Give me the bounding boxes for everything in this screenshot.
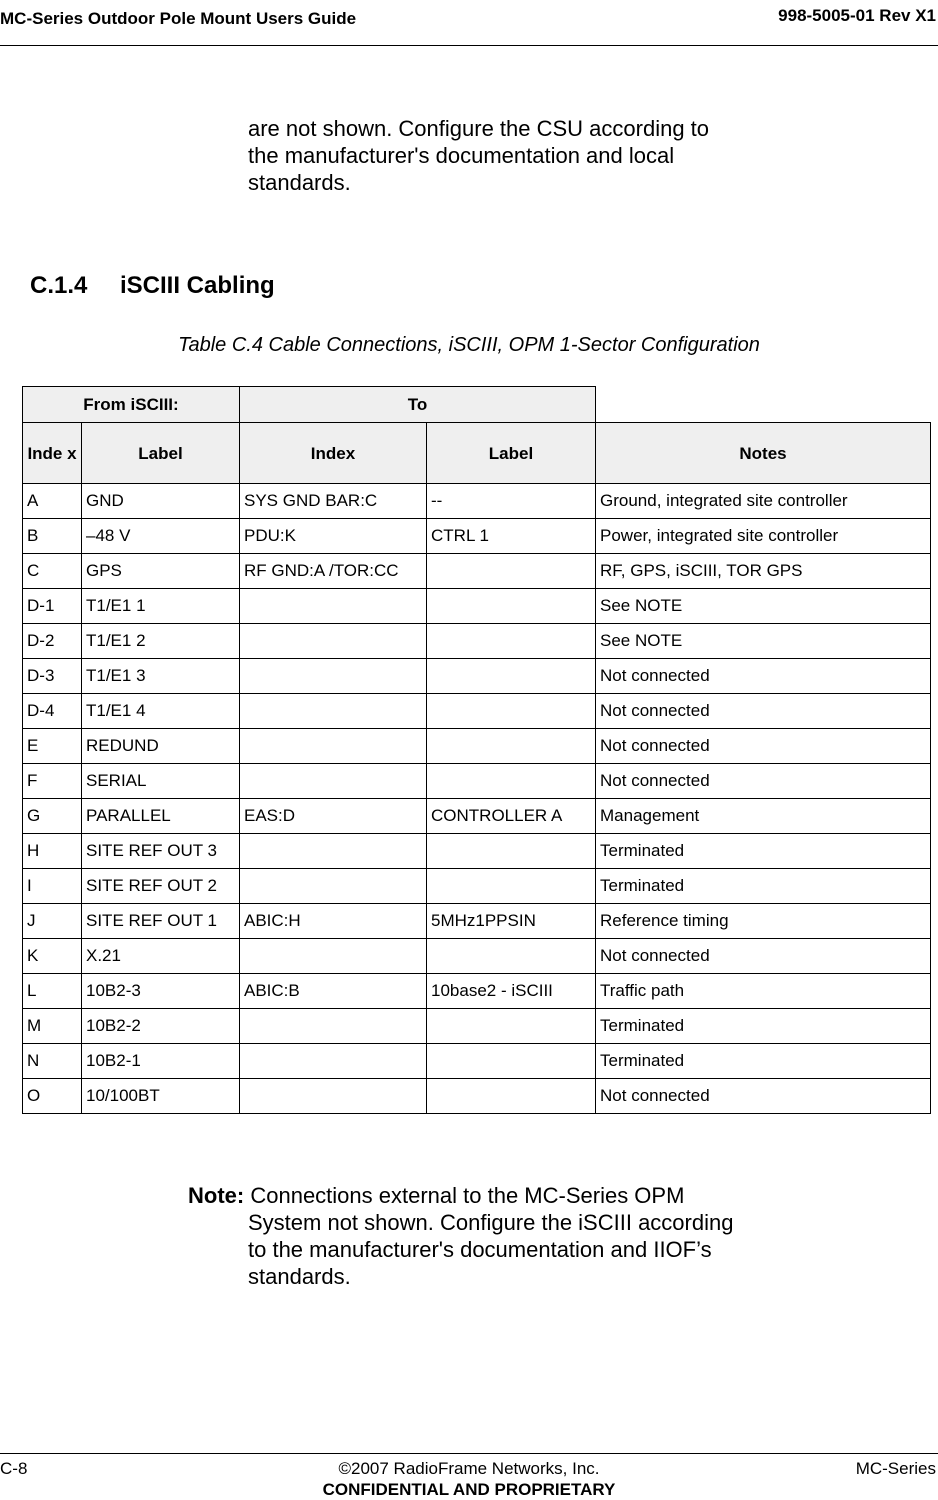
table-row [23, 764, 931, 799]
notes-cell: Traffic path [596, 974, 931, 1009]
table-row [23, 1009, 931, 1044]
to-label-cell [427, 694, 596, 729]
to-index-cell: SYS GND BAR:C [240, 484, 427, 519]
notes-cell: See NOTE [596, 624, 931, 659]
from-index-cell: F [23, 764, 82, 799]
table-row [23, 694, 931, 729]
from-index-cell: D-3 [23, 659, 82, 694]
to-label-cell: 10base2 - iSCIII [427, 974, 596, 1009]
blank-header-cell [596, 387, 931, 423]
to-label-cell [427, 869, 596, 904]
table-row [23, 484, 931, 519]
from-label-cell: 10/100BT [82, 1079, 240, 1114]
table-body [23, 484, 931, 1114]
from-index-cell: N [23, 1044, 82, 1079]
table-row [23, 589, 931, 624]
to-label-cell [427, 939, 596, 974]
note-paragraph [188, 1182, 758, 1290]
to-index-cell [240, 1079, 427, 1114]
notes-cell: Not connected [596, 1079, 931, 1114]
to-index-cell: RF GND:A /TOR:CC [240, 554, 427, 589]
notes-cell: Not connected [596, 764, 931, 799]
to-label-cell: CTRL 1 [427, 519, 596, 554]
notes-cell: Power, integrated site controller [596, 519, 931, 554]
table-row [23, 869, 931, 904]
from-label-cell: 10B2-1 [82, 1044, 240, 1079]
from-label-cell: GND [82, 484, 240, 519]
to-index-cell [240, 694, 427, 729]
header-doc-number: 998-5005-01 Rev X1 [778, 6, 936, 25]
intro-line: standards. [248, 170, 351, 195]
to-label-cell [427, 834, 596, 869]
table-row [23, 1044, 931, 1079]
from-label-cell: SITE REF OUT 3 [82, 834, 240, 869]
to-label-cell: CONTROLLER A [427, 799, 596, 834]
from-index-cell: D-2 [23, 624, 82, 659]
note-line: standards. [248, 1264, 351, 1289]
notes-cell: RF, GPS, iSCIII, TOR GPS [596, 554, 931, 589]
from-index-cell: K [23, 939, 82, 974]
from-index-cell: I [23, 869, 82, 904]
to-label-cell [427, 764, 596, 799]
table-row [23, 659, 931, 694]
to-label-cell [427, 1079, 596, 1114]
col-header-notes: Notes [596, 423, 931, 484]
section-title: iSCIII Cabling [120, 272, 275, 299]
footer-rule [0, 1453, 938, 1454]
table-row [23, 624, 931, 659]
notes-cell: See NOTE [596, 589, 931, 624]
to-label-cell [427, 1044, 596, 1079]
footer-confidential: CONFIDENTIAL AND PROPRIETARY [322, 1480, 616, 1499]
col-header-from-index: Inde x [23, 423, 82, 484]
to-index-cell: ABIC:B [240, 974, 427, 1009]
table-row [23, 799, 931, 834]
from-index-cell: L [23, 974, 82, 1009]
from-label-cell: GPS [82, 554, 240, 589]
from-label-cell: SERIAL [82, 764, 240, 799]
footer-page-number: C-8 [0, 1459, 28, 1478]
to-label-cell [427, 624, 596, 659]
notes-cell: Ground, integrated site controller [596, 484, 931, 519]
from-label-cell: T1/E1 2 [82, 624, 240, 659]
from-index-cell: D-4 [23, 694, 82, 729]
table-row [23, 834, 931, 869]
col-header-to-index: Index [240, 423, 427, 484]
from-index-cell: A [23, 484, 82, 519]
to-index-cell [240, 589, 427, 624]
notes-cell: Not connected [596, 729, 931, 764]
from-label-cell: REDUND [82, 729, 240, 764]
to-header: To [240, 387, 596, 423]
cable-connections-table [22, 386, 931, 1114]
table-row [23, 554, 931, 589]
table-caption: Table C.4 Cable Connections, iSCIII, OPM 1-Sector Configuration [178, 334, 760, 356]
notes-cell: Terminated [596, 1044, 931, 1079]
to-index-cell [240, 939, 427, 974]
notes-cell: Terminated [596, 834, 931, 869]
to-index-cell [240, 624, 427, 659]
table-row [23, 1079, 931, 1114]
to-index-cell: PDU:K [240, 519, 427, 554]
footer-copyright: ©2007 RadioFrame Networks, Inc. [338, 1459, 600, 1478]
to-index-cell [240, 1009, 427, 1044]
from-index-cell: O [23, 1079, 82, 1114]
to-index-cell [240, 659, 427, 694]
note-label: Note: [188, 1183, 245, 1208]
intro-paragraph [248, 115, 768, 196]
col-header-to-label: Label [427, 423, 596, 484]
column-header-row [23, 423, 931, 484]
from-label-cell: X.21 [82, 939, 240, 974]
to-index-cell [240, 869, 427, 904]
table-row [23, 974, 931, 1009]
notes-cell: Not connected [596, 939, 931, 974]
note-line: System not shown. Configure the iSCIII according [248, 1210, 734, 1235]
from-label-cell: SITE REF OUT 2 [82, 869, 240, 904]
from-label-cell: PARALLEL [82, 799, 240, 834]
from-index-cell: J [23, 904, 82, 939]
from-index-cell: C [23, 554, 82, 589]
to-label-cell [427, 554, 596, 589]
from-label-cell: 10B2-2 [82, 1009, 240, 1044]
notes-cell: Not connected [596, 659, 931, 694]
section-number: C.1.4 [30, 272, 88, 299]
to-label-cell [427, 659, 596, 694]
from-label-cell: T1/E1 1 [82, 589, 240, 624]
to-label-cell [427, 729, 596, 764]
intro-line: the manufacturer's documentation and local [248, 143, 675, 168]
to-label-cell: 5MHz1PPSIN [427, 904, 596, 939]
table-row [23, 729, 931, 764]
table-row [23, 904, 931, 939]
col-header-from-label: Label [82, 423, 240, 484]
from-index-cell: M [23, 1009, 82, 1044]
from-label-cell: –48 V [82, 519, 240, 554]
from-label-cell: 10B2-3 [82, 974, 240, 1009]
to-index-cell [240, 1044, 427, 1079]
to-label-cell [427, 1009, 596, 1044]
footer-product: MC-Series [855, 1459, 936, 1478]
to-label-cell [427, 589, 596, 624]
to-label-cell: -- [427, 484, 596, 519]
from-label-cell: T1/E1 4 [82, 694, 240, 729]
section-heading [30, 272, 275, 300]
notes-cell: Terminated [596, 869, 931, 904]
from-header: From iSCIII: [23, 387, 240, 423]
note-line: to the manufacturer's documentation and IIOF’s [248, 1237, 712, 1262]
from-label-cell: SITE REF OUT 1 [82, 904, 240, 939]
notes-cell: Management [596, 799, 931, 834]
from-index-cell: E [23, 729, 82, 764]
from-index-cell: B [23, 519, 82, 554]
to-index-cell [240, 834, 427, 869]
header-title: MC-Series Outdoor Pole Mount Users Guide [0, 9, 357, 28]
to-index-cell [240, 764, 427, 799]
notes-cell: Reference timing [596, 904, 931, 939]
from-index-cell: H [23, 834, 82, 869]
from-index-cell: G [23, 799, 82, 834]
to-index-cell: ABIC:H [240, 904, 427, 939]
group-header-row [23, 387, 931, 423]
note-line: Connections external to the MC-Series OPM [250, 1183, 685, 1208]
to-index-cell: EAS:D [240, 799, 427, 834]
notes-cell: Terminated [596, 1009, 931, 1044]
from-label-cell: T1/E1 3 [82, 659, 240, 694]
table-row [23, 939, 931, 974]
header-rule [0, 45, 938, 46]
notes-cell: Not connected [596, 694, 931, 729]
to-index-cell [240, 729, 427, 764]
table-row [23, 519, 931, 554]
from-index-cell: D-1 [23, 589, 82, 624]
intro-line: are not shown. Configure the CSU according to [248, 116, 710, 141]
